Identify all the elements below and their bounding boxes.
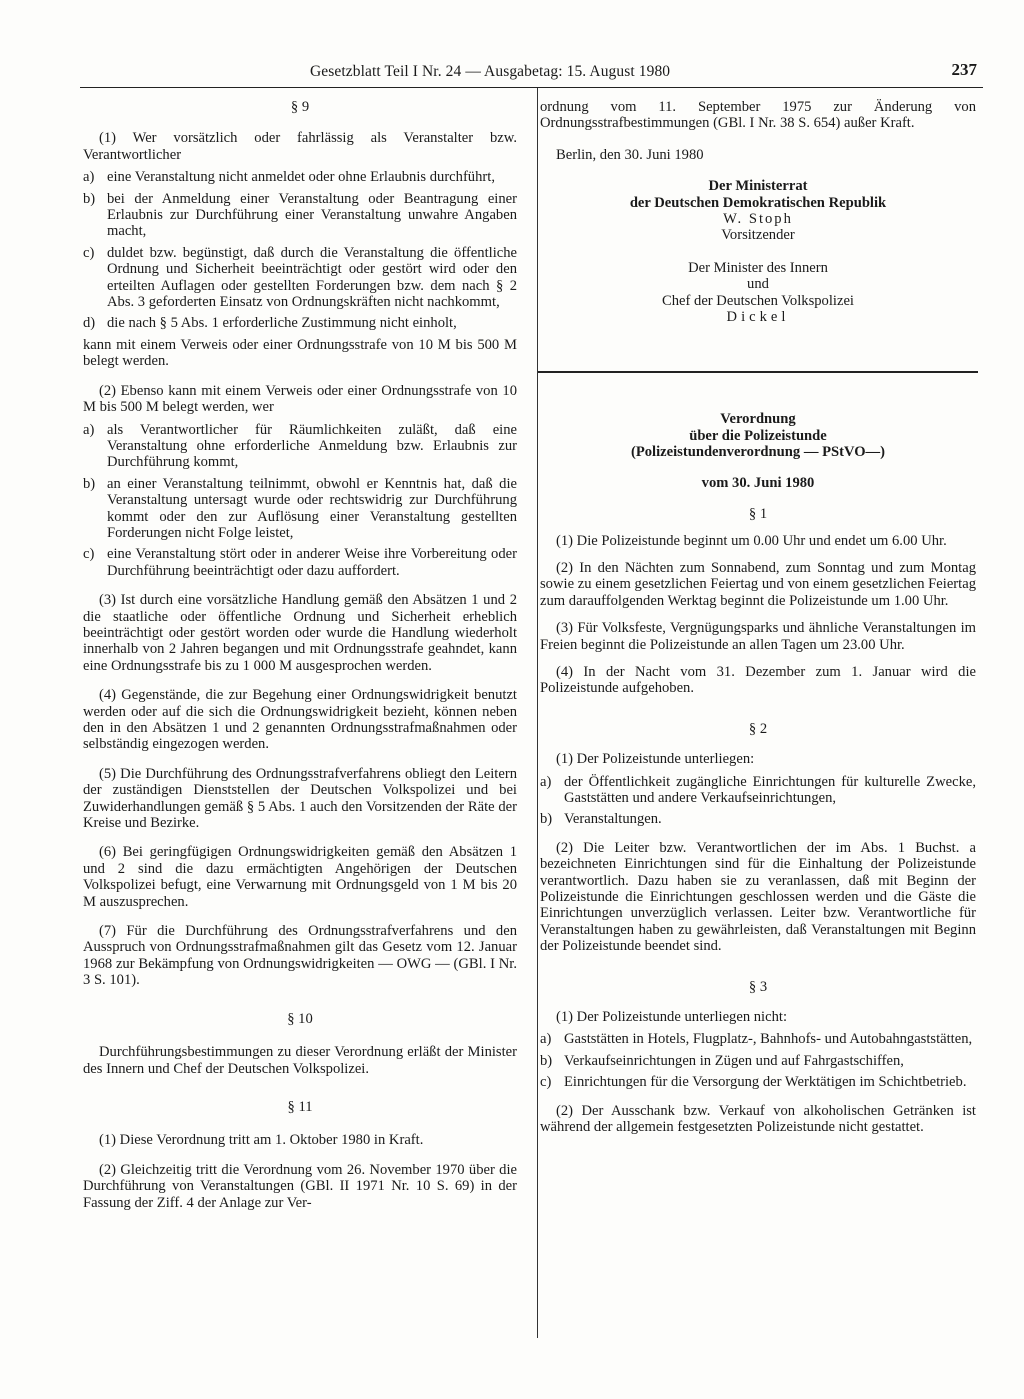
regulation-date: vom 30. Juni 1980 [701,474,815,491]
list-item-label: b) [540,1052,553,1069]
list-item-label: b) [83,475,96,492]
section-heading: § 1 [748,506,768,523]
signature-role: Chef der Deutschen Volkspolizei [662,292,854,309]
title-line: über die Polizeistunde [689,427,827,444]
list-item [540,811,976,827]
list-item-text: bei der Anmeldung einer Veranstaltung oder Beantragung einer Erlaubnis zur Durchführung einer Veranstaltung unwahre Angaben macht, [107,190,517,240]
column-divider [537,88,538,1338]
section-heading: § 10 [287,1010,313,1027]
paragraph: (2) In den Nächten zum Sonnabend, zum Sonntag und zum Montag sowie zu einem gesetzlichen Feiertag und von einem gesetzlichen Feiertag zum darauffolgenden Werktag beginnt die Polizeistunde um 1.00 Uhr. [540,559,976,609]
list-item-text: eine Veranstaltung nicht anmeldet oder ohne Erlaubnis durchführt, [107,169,495,186]
paragraph: Durchführungsbestimmungen zu dieser Verordnung erläßt der Minister des Innern und Chef der Deutschen Volkspolizei. [83,1044,517,1077]
paragraph: (7) Für die Durchführung des Ordnungsstrafverfahrens und den Ausspruch von Ordnungsstrafmaßnahmen gilt das Gesetz vom 12. Januar 1968 zur Bekämpfung von Ordnungswidrigkeiten — OWG — (GBl. I Nr. 3 S. 101). [83,923,517,989]
list-item-label: c) [540,1074,552,1091]
list-item-label: b) [83,190,96,207]
list-item-text: Verkaufseinrichtungen in Zügen und auf Fahrgastschiffen, [564,1052,904,1069]
signature-org: der Deutschen Demokratischen Republik [629,194,887,211]
list-item-label: c) [83,244,95,261]
list-item [83,546,517,579]
page-number: 237 [951,60,977,79]
header-title: Gesetzblatt Teil I Nr. 24 — Ausgabetag: 15. August 1980 [310,63,671,80]
paragraph: (6) Bei geringfügigen Ordnungswidrigkeiten gemäß den Absätzen 1 und 2 sind die dazu ermächtigten Angehörigen der Deutschen Volkspolizei befugt, eine Verwarnung mit Ordnungsgeld von 1 M bis 20 M auszusprechen. [83,844,517,910]
list-item [540,1074,976,1090]
signature-org: Der Ministerrat [708,178,808,195]
signature-role: und [747,276,769,293]
list-item [83,191,517,240]
paragraph: (1) Wer vorsätzlich oder fahrlässig als Veranstalter bzw. Verantwortlicher [83,130,517,163]
list-item-label: b) [540,811,553,828]
list-item-text: die nach § 5 Abs. 1 erforderliche Zustimmung nicht einholt, [107,315,457,332]
page-header [80,61,983,88]
list-item-text: Gaststätten in Hotels, Flugplatz-, Bahnhofs- und Autobahngaststätten, [564,1031,973,1048]
list-item-text: Veranstaltungen. [564,811,662,828]
list-item-text: als Verantwortlicher für Räumlichkeiten zuläßt, daß eine Veranstaltung ohne erforderliche Anmeldung bzw. Erlaubnis zur Durchführung kommt, [107,421,517,471]
list-item-label: a) [540,1031,552,1048]
list-item [540,1053,976,1069]
paragraph: (2) Ebenso kann mit einem Verweis oder einer Ordnungsstrafe von 10 M bis 500 M belegt werden, wer [83,382,517,416]
paragraph: (2) Die Leiter bzw. Verantwortlichen der im Abs. 1 Buchst. a bezeichneten Einrichtungen sind für die Einhaltung der Polizeistunde verantwortlich. Dazu haben sie zu veranlassen, daß mit Beginn der Polizeistunde die Einrichtungen geschlossen werden und die Gäste die Einrichtungen unverzüglich verlassen. Leiter bzw. Verantwortliche für Veranstaltungen haben zu gewährleisten, daß Veranstaltungen mit Beginn der Polizeistunde beendet sind. [540,839,976,955]
section-heading: § 9 [290,99,310,115]
list-item [540,1031,976,1047]
paragraph: (1) Diese Verordnung tritt am 1. Oktober 1980 in Kraft. [99,1132,424,1149]
left-column [83,99,517,1211]
regulation-title [540,411,976,491]
paragraph: ordnung vom 11. September 1975 zur Änderung von Ordnungsstrafbestimmungen (GBl. I Nr. 38 S. 654) außer Kraft. [540,99,976,132]
list-item-text: der Öffentlichkeit zugängliche Einrichtungen für kulturelle Zwecke, Gaststätten und andere Verkaufseinrichtungen, [564,773,976,806]
list-item-label: a) [83,169,95,186]
paragraph: (1) Der Polizeistunde unterliegen nicht: [556,1009,787,1026]
list-item [83,422,517,471]
list-item-label: a) [540,773,552,790]
section-separator [538,371,978,373]
paragraph: (3) Ist durch eine vorsätzliche Handlung gemäß den Absätzen 1 und 2 die staatliche oder öffentliche Ordnung und Sicherheit erheblich beeinträchtigt oder gestört worden oder wurde die Handlung wiederholt innerhalb von 2 Jahren begangen und mit Ordnungsstrafe geahndet, kann eine Ordnungsstrafe bis zu 1 000 M ausgesprochen werden. [83,592,517,674]
place-date: Berlin, den 30. Juni 1980 [556,146,704,163]
list-item-label: a) [83,421,95,438]
paragraph: (5) Die Durchführung des Ordnungsstrafverfahrens obliegt den Leitern der zuständigen Dienststellen der Deutschen Volkspolizei und bei Zuwiderhandlungen gemäß § 5 Abs. 1 auch den Vorsitzenden der Räte der Kreise und Bezirke. [83,765,517,832]
paragraph: (4) In der Nacht vom 31. Dezember zum 1. Januar wird die Polizeistunde aufgehoben. [540,663,976,697]
signature-role: Der Minister des Innern [688,259,828,276]
section-heading: § 11 [287,1098,313,1115]
paragraph: (1) Die Polizeistunde beginnt um 0.00 Uhr und endet um 6.00 Uhr. [556,532,947,549]
list-item [83,476,517,542]
list-item [83,245,517,311]
title-line: (Polizeistundenverordnung — PStVO—) [630,444,886,461]
list-item-label: d) [83,315,96,332]
signature-name: Dickel [726,309,790,326]
section-heading: § 3 [748,978,768,995]
section-heading: § 2 [748,720,768,737]
list-item [540,774,976,807]
paragraph: (2) Gleichzeitig tritt die Verordnung vom 26. November 1970 über die Durchführung von Veranstaltungen (GBl. II 1971 Nr. 10 S. 69) in der Fassung der Ziff. 4 der Anlage zur Ver- [83,1161,517,1211]
paragraph: (4) Gegenstände, die zur Begehung einer Ordnungswidrigkeit benutzt werden oder auf die sich die Ordnungswidrigkeit bezieht, können neben den in den Absätzen 1 und 2 genannten Ordnungsstrafmaßnahmen oder selbständig eingezogen werden. [83,687,517,753]
list-item-text: duldet bzw. begünstigt, daß durch die Veranstaltung die öffentliche Ordnung und Sicherheit beeinträchtigt oder gestört wird oder den erteilten Auflagen oder gestellten Forderungen bzw. dem nach § 2 Abs. 3 geforderten Einsatz von Ordnungskräften nicht nachkommt, [107,244,517,311]
paragraph: (3) Für Volksfeste, Vergnügungsparks und ähnliche Veranstaltungen im Freien beginnt die Polizeistunde an allen Tagen um 23.00 Uhr. [540,620,976,653]
paragraph: (2) Der Ausschank bzw. Verkauf von alkoholischen Getränken ist während der allgemein festgesetzten Polizeistunde nicht gestattet. [540,1102,976,1136]
signature-block [540,178,976,325]
list-item-text: an einer Veranstaltung teilnimmt, obwohl er Kenntnis hat, daß die Veranstaltung untersagt wurde oder rechtswidrig zur Durchführung kommt oder den zur Auflösung einer Veranstaltung gestellten Forderungen nicht Folge leistet, [107,475,517,541]
signature-name: W. Stoph [723,211,793,228]
signature-role: Vorsitzender [721,227,795,244]
list-item-text: Einrichtungen für die Versorgung der Werktätigen im Schichtbetrieb. [564,1074,967,1091]
list-item [83,169,517,185]
list-item-label: c) [83,546,95,563]
title-line: Verordnung [720,411,796,428]
paragraph: kann mit einem Verweis oder einer Ordnungsstrafe von 10 M bis 500 M belegt werden. [83,336,517,370]
right-column [540,99,976,1135]
list-item-text: eine Veranstaltung stört oder in anderer Weise ihre Vorbereitung oder Durchführung beeinträchtigt oder dazu auffordert. [107,546,517,579]
list-item [83,315,517,331]
paragraph: (1) Der Polizeistunde unterliegen: [556,751,755,768]
